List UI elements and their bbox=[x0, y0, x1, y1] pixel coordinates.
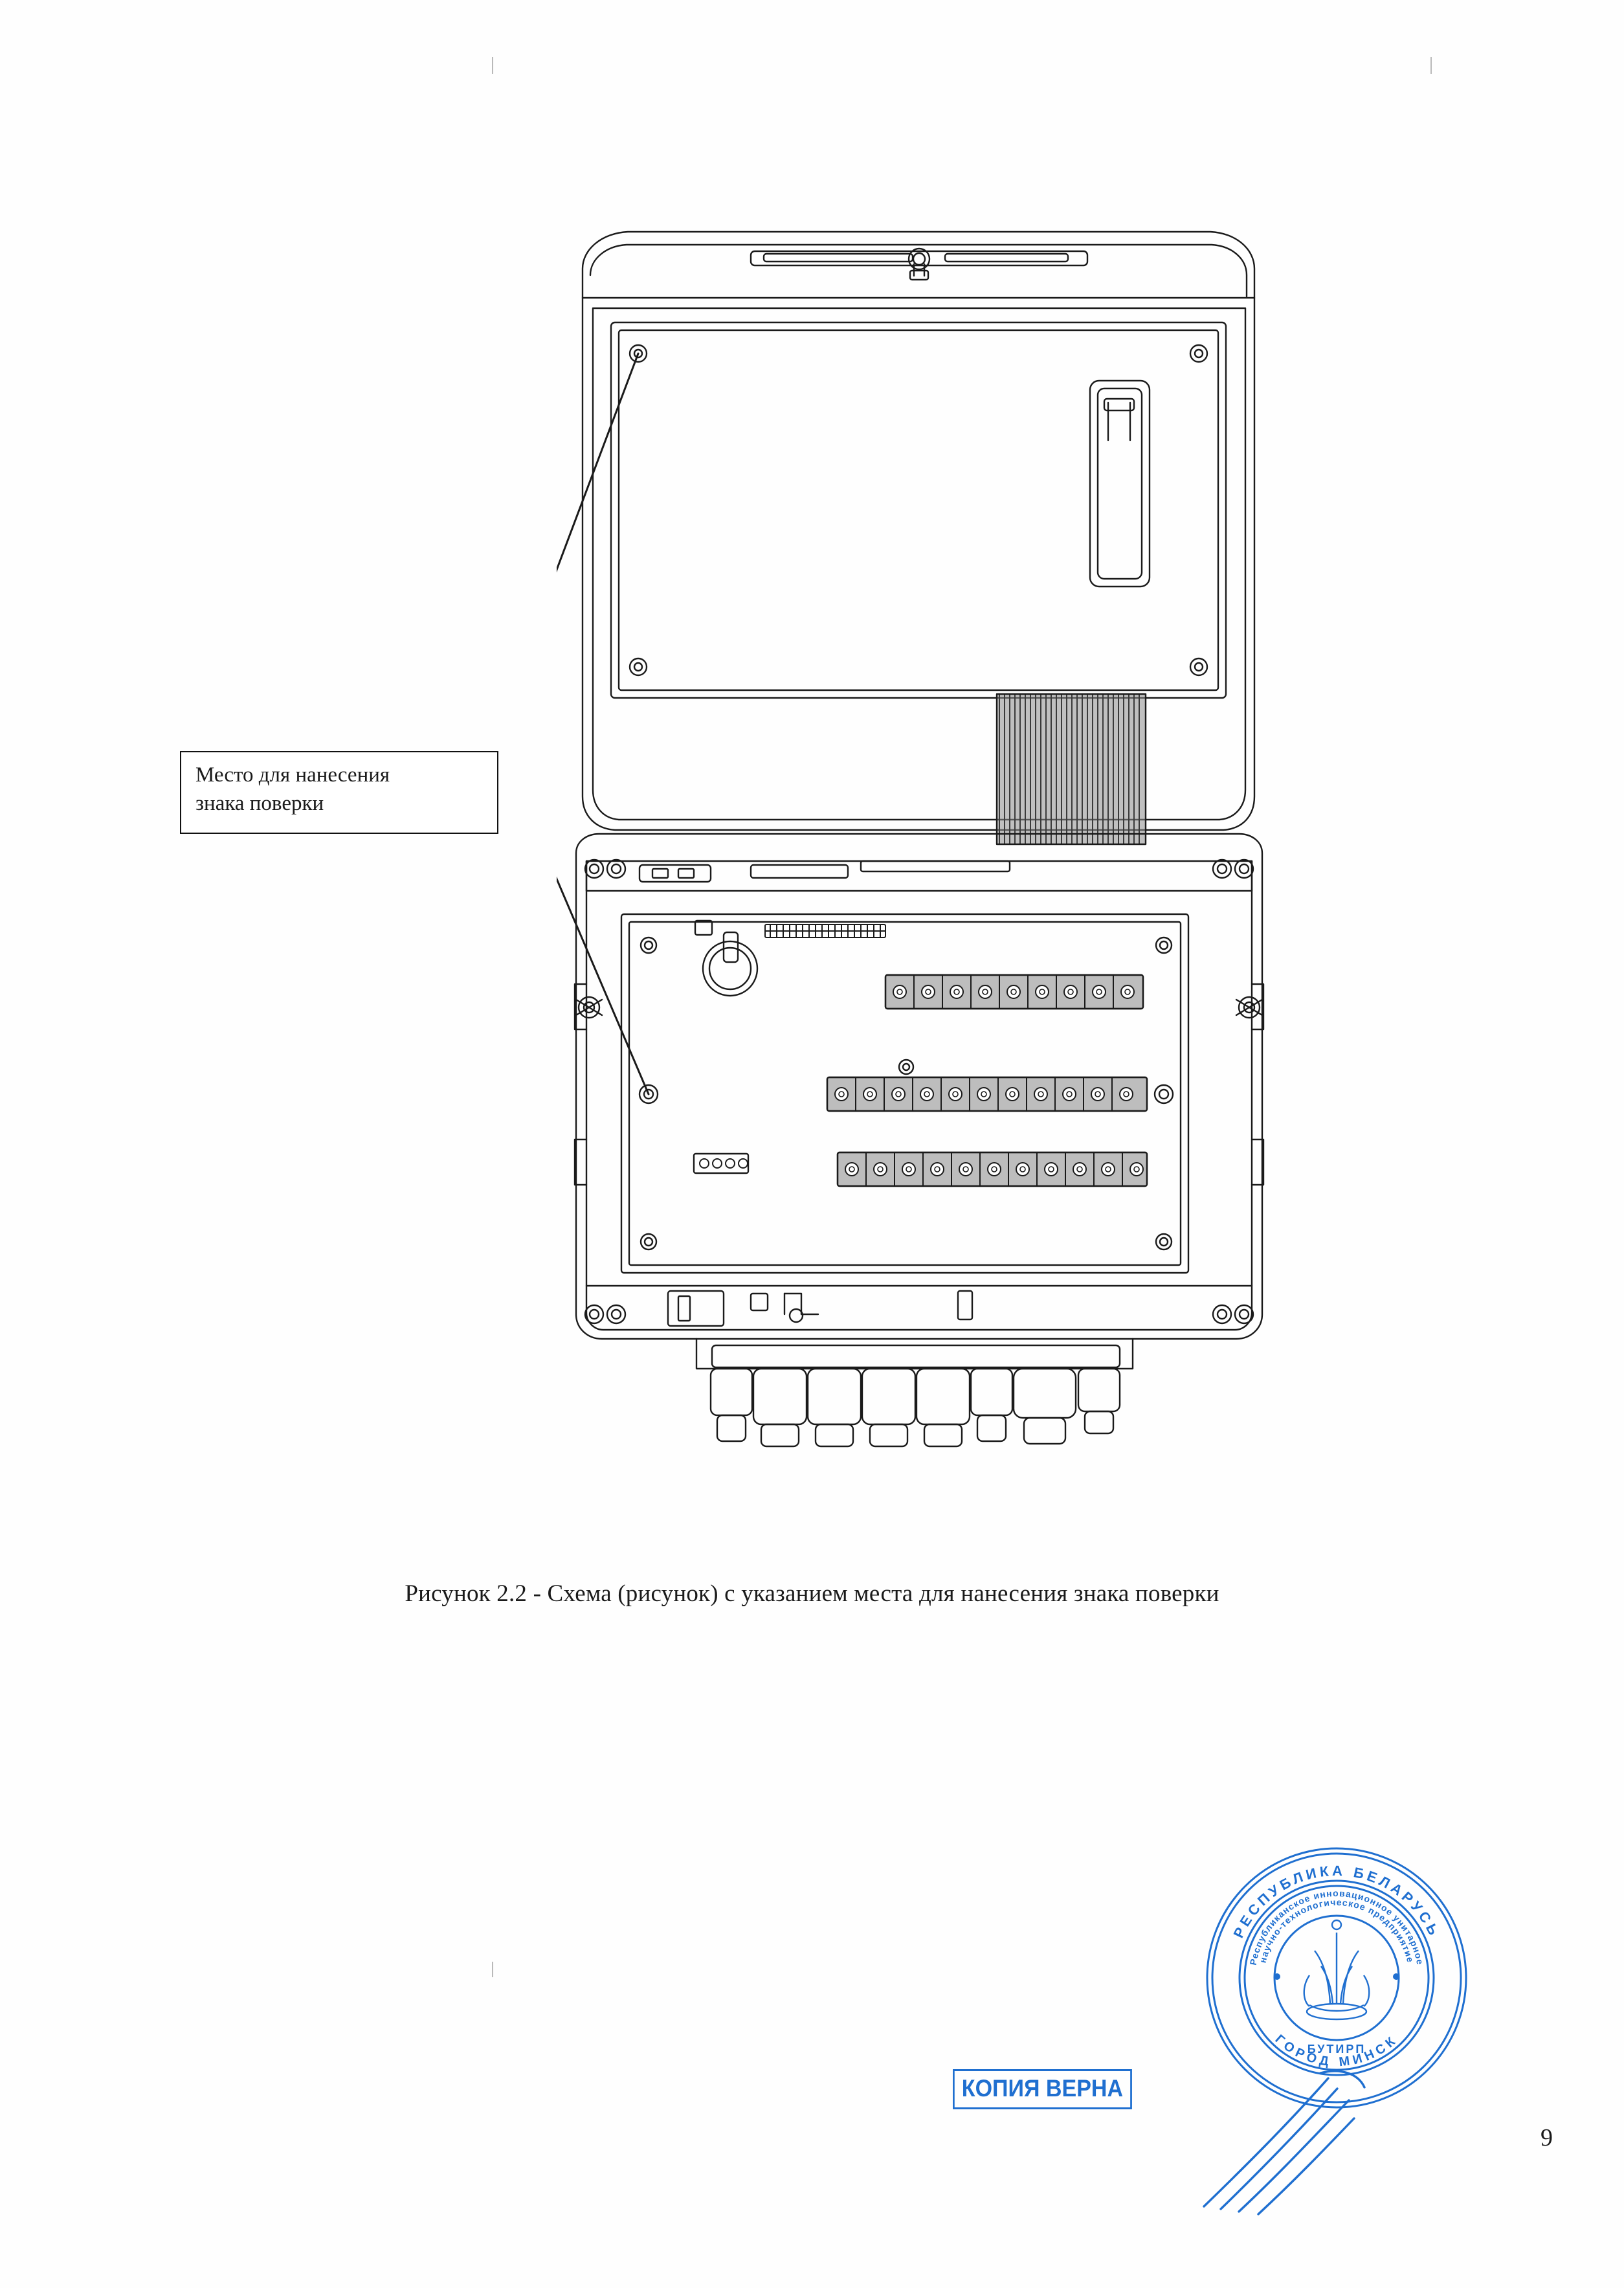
callout-line-2: знака поверки bbox=[195, 791, 324, 815]
svg-text:научно-технологическое предпри: научно-технологическое предприятие bbox=[1257, 1896, 1416, 1964]
scan-mark bbox=[492, 57, 493, 74]
svg-text:Республиканское инновационное: Республиканское инновационное унитарное bbox=[1247, 1887, 1426, 1966]
scan-mark bbox=[492, 1962, 493, 1977]
figure-meter-diagram bbox=[557, 214, 1282, 1502]
callout-line-1: Место для нанесения bbox=[195, 763, 390, 787]
svg-text:БУТИРП: БУТИРП bbox=[1307, 2043, 1366, 2056]
scan-mark bbox=[1430, 57, 1432, 74]
svg-text:ГОРОД МИНСК: ГОРОД МИНСК bbox=[1272, 2032, 1401, 2070]
figure-caption: Рисунок 2.2 - Схема (рисунок) с указанием места для нанесения знака поверки bbox=[405, 1580, 1219, 1607]
copy-certified-stamp: КОПИЯ ВЕРНА bbox=[953, 2069, 1132, 2109]
svg-text:РЕСПУБЛИКА БЕЛАРУСЬ: РЕСПУБЛИКА БЕЛАРУСЬ bbox=[1230, 1862, 1443, 1941]
callout-verification-mark-location bbox=[180, 751, 498, 834]
page-number: 9 bbox=[1541, 2124, 1553, 2151]
official-round-stamp bbox=[1201, 1842, 1473, 2114]
